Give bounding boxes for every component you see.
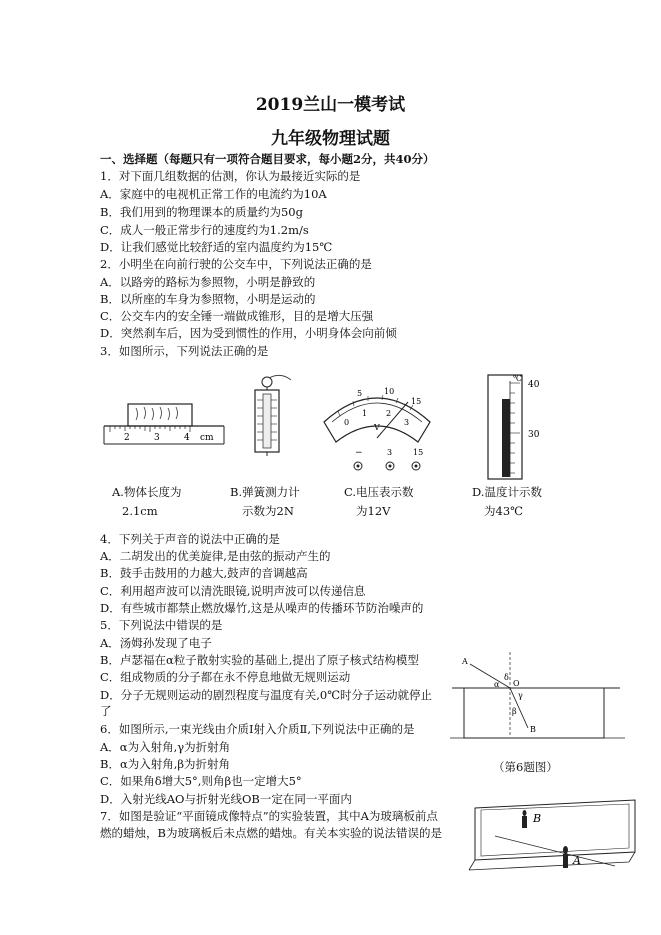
caption-d-line2: 为43℃ <box>484 504 523 518</box>
fig6-label-gamma: γ <box>518 691 523 700</box>
q2-option-b: B．以所座的车身为参照物，小明是运动的 <box>100 292 316 306</box>
fig7-label-b: B <box>533 812 542 825</box>
section-heading: 一、选择题（每题只有一项符合题目要求，每小题2分，共40分） <box>100 152 435 166</box>
q6-option-b: B．α为入射角,β为折射角 <box>100 757 231 771</box>
q6-option-a: A．α为入射角,γ为折射角 <box>100 740 231 754</box>
thermometer-label: 30 <box>528 430 540 440</box>
ruler-tick-label: 3 <box>154 433 160 443</box>
caption-c-line2: 为12V <box>356 504 391 518</box>
q4-option-a: A．二胡发出的优美旋律,是由弦的振动产生的 <box>100 549 331 563</box>
q2-option-a: A．以路旁的路标为参照物，小明是静致的 <box>100 275 316 289</box>
caption-c <box>344 485 414 519</box>
fig6-label-delta: δ <box>504 673 509 682</box>
q1-option-d: D．让我们感觉比较舒适的室内温度约为15℃ <box>100 240 333 254</box>
q5-option-c: C．组成物质的分子都在永不停息地做无规则运动 <box>100 670 351 684</box>
thermometer-figure <box>484 371 554 481</box>
q5-option-a: A．汤姆孙发现了电子 <box>100 636 212 650</box>
q2-option-c: C．公交车内的安全锤一端做成锥形，目的是增大压强 <box>100 309 374 323</box>
caption-a-line2: 2.1cm <box>122 504 158 518</box>
q4-option-c: C．利用超声波可以清洗眼镜,说明声波可以传递信息 <box>100 584 366 598</box>
fig6-label-b: B <box>530 725 536 734</box>
fig6-label-a: A <box>462 657 468 666</box>
voltmeter-top-label: 15 <box>411 397 422 406</box>
voltmeter-bottom-label: 0 <box>344 418 350 427</box>
q1-stem: 1．对下面几组数据的估测，你认为最接近实际的是 <box>100 169 361 183</box>
page-subtitle: 九年级物理试题 <box>271 129 390 149</box>
voltmeter-bottom-label: 3 <box>404 418 410 427</box>
mirror-setup-figure <box>465 796 640 876</box>
q4-option-d: D．有些城市都禁止燃放爆竹,这是从噪声的传播环节防治噪声的 <box>100 601 424 615</box>
voltmeter-bottom-label: 1 <box>362 409 368 418</box>
caption-d-line1: D.温度计示数 <box>472 485 542 499</box>
voltmeter-bottom-label: 2 <box>386 409 392 418</box>
terminal-label: − <box>355 448 363 458</box>
q3-stem: 3．如图所示，下列说法正确的是 <box>100 344 269 358</box>
q6-stem: 6．如图所示,一束光线由介质Ⅰ射入介质Ⅱ,下列说法中正确的是 <box>100 722 415 736</box>
caption-d <box>472 485 542 519</box>
q1-option-c: C．成人一般正常步行的速度约为1.2m/s <box>100 223 309 237</box>
caption-b <box>230 485 300 519</box>
fig6-label-o: O <box>513 679 520 688</box>
voltmeter-top-label: 10 <box>384 387 395 396</box>
voltmeter-unit: V <box>374 423 380 432</box>
q7-stem: 7．如图是验证“平面镜成像特点”的实验装置，其中A为玻璃板前点 <box>100 809 438 823</box>
fig6-label-alpha: α <box>494 680 500 689</box>
caption-b-line1: B.弹簧测力计 <box>230 485 300 499</box>
q2-stem: 2．小明坐在向前行驶的公交车中，下列说法正确的是 <box>100 257 372 271</box>
caption-c-line1: C.电压表示数 <box>344 485 414 499</box>
refraction-figure <box>450 650 625 742</box>
terminal-label: 3 <box>387 448 393 457</box>
q6-option-d: D．入射光线AO与折射光线OB一定在同一平面内 <box>100 792 352 806</box>
page-title: 2019兰山一模考试 <box>255 95 406 115</box>
q5-option-b: B．卢瑟福在α粒子散射实验的基础上,提出了原子核式结构模型 <box>100 653 419 667</box>
q1-option-b: B．我们用到的物理课本的质量约为50g <box>100 205 303 219</box>
caption-a <box>112 485 181 519</box>
voltmeter-figure <box>318 380 436 480</box>
q4-option-b: B．鼓手击鼓用的力越大,鼓声的音调越高 <box>100 566 308 580</box>
q5-option-d-cont: 了 <box>100 704 112 718</box>
fig6-label-beta: β <box>512 707 517 716</box>
ruler-unit: cm <box>200 433 214 443</box>
voltmeter-top-label: 5 <box>357 389 363 398</box>
ruler-tick-label: 2 <box>124 433 130 443</box>
q6-option-c: C．如果角δ增大5°,则角β也一定增大5° <box>100 774 302 788</box>
q5-stem: 5．下列说法中错误的是 <box>100 618 223 632</box>
q7-stem-cont: 燃的蜡烛，B为玻璃板后未点燃的蜡烛。有关本实验的说法错误的是 <box>100 826 442 840</box>
terminal-label: 15 <box>413 448 424 457</box>
fig7-label-a: A <box>573 854 581 867</box>
caption-a-line1: A.物体长度为 <box>112 485 182 499</box>
q4-stem: 4．下列关于声音的说法中正确的是 <box>100 532 280 546</box>
q5-option-d: D．分子无规则运动的剧烈程度与温度有关,0℃时分子运动就停止 <box>100 688 433 702</box>
ruler-tick-label: 4 <box>184 433 190 443</box>
q1-option-a: A．家庭中的电视机正常工作的电流约为10A <box>100 187 327 201</box>
thermometer-label: 40 <box>528 380 540 390</box>
thermometer-unit: ℃ <box>513 374 522 383</box>
spring-scale-figure <box>245 372 295 457</box>
ruler-figure <box>100 398 230 448</box>
fig6-caption: （第6题图） <box>493 760 558 774</box>
q2-option-d: D．突然刹车后，因为受到惯性的作用，小明身体会向前倾 <box>100 326 397 340</box>
caption-b-line2: 示数为2N <box>242 504 294 518</box>
